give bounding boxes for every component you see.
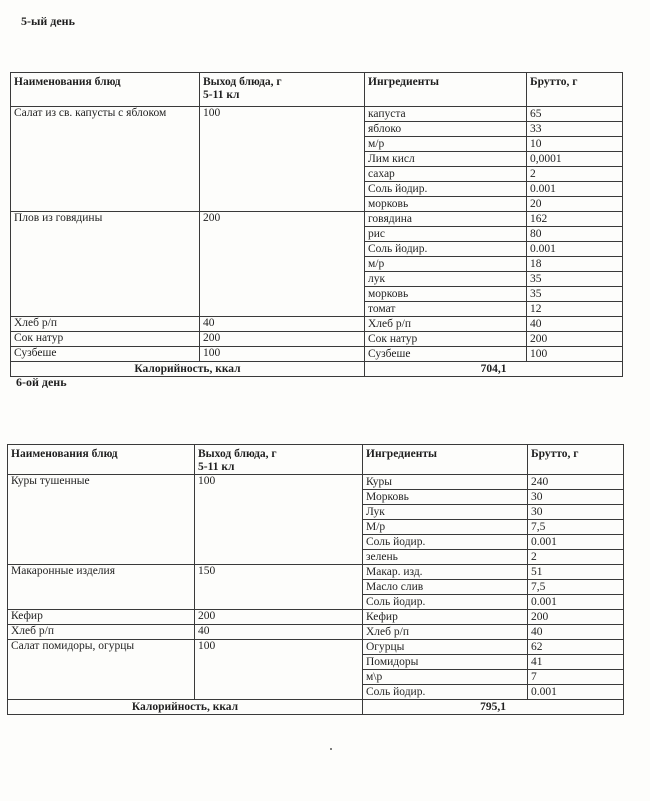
- ingredient-brutto: 40: [528, 625, 624, 640]
- dish-yield: 150: [195, 565, 363, 610]
- ingredient-brutto: 65: [527, 107, 623, 122]
- ingredient-brutto: 35: [527, 272, 623, 287]
- dish-name: Хлеб р/п: [11, 317, 200, 332]
- header-ingredients: Ингредиенты: [363, 445, 528, 475]
- dish-name: Хлеб р/п: [8, 625, 195, 640]
- ingredient-brutto: 40: [527, 317, 623, 332]
- stray-dot: [330, 748, 332, 750]
- dish-name: Салат из св. капусты с яблоком: [11, 107, 200, 212]
- ingredient-name: лук: [365, 272, 527, 287]
- dish-yield: 200: [200, 332, 365, 347]
- ingredient-brutto: 100: [527, 347, 623, 362]
- ingredient-name: м/р: [365, 137, 527, 152]
- ingredient-name: Хлеб р/п: [363, 625, 528, 640]
- ingredient-brutto: 0.001: [528, 595, 624, 610]
- ingredient-row: [11, 107, 623, 122]
- dish-name: Макаронные изделия: [8, 565, 195, 610]
- ingredient-name: Соль йодир.: [365, 182, 527, 197]
- ingredient-name: Кефир: [363, 610, 528, 625]
- ingredient-name: Масло слив: [363, 580, 528, 595]
- dish-name: Сузбеше: [11, 347, 200, 362]
- ingredient-name: морковь: [365, 197, 527, 212]
- day5-title: 5-ый день: [21, 14, 75, 28]
- dish-yield: 100: [200, 347, 365, 362]
- ingredient-brutto: 0,0001: [527, 152, 623, 167]
- header-brutto: Брутто, г: [528, 445, 624, 475]
- ingredient-name: м\р: [363, 670, 528, 685]
- ingredient-brutto: 2: [528, 550, 624, 565]
- ingredient-name: Морковь: [363, 490, 528, 505]
- header-yield: [200, 73, 365, 107]
- ingredient-brutto: 0.001: [527, 182, 623, 197]
- ingredient-brutto: 62: [528, 640, 624, 655]
- ingredient-row: [8, 565, 624, 580]
- ingredient-name: Соль йодир.: [363, 595, 528, 610]
- ingredient-brutto: 12: [527, 302, 623, 317]
- total-row: [11, 362, 623, 377]
- header-yield-line2: 5-11 кл: [198, 461, 235, 473]
- ingredient-brutto: 80: [527, 227, 623, 242]
- total-label: Калорийность, ккал: [11, 362, 365, 377]
- ingredient-brutto: 7,5: [528, 580, 624, 595]
- dish-yield: 100: [200, 107, 365, 212]
- total-value: 704,1: [365, 362, 623, 377]
- dish-yield: 40: [200, 317, 365, 332]
- day5-menu-table: [10, 72, 623, 377]
- ingredient-name: Соль йодир.: [365, 242, 527, 257]
- dish-name: Салат помидоры, огурцы: [8, 640, 195, 700]
- ingredient-name: Соль йодир.: [363, 535, 528, 550]
- dish-yield: 100: [195, 475, 363, 565]
- ingredient-name: Соль йодир.: [363, 685, 528, 700]
- ingredient-row: [8, 475, 624, 490]
- ingredient-brutto: 0.001: [527, 242, 623, 257]
- ingredient-brutto: 7: [528, 670, 624, 685]
- ingredient-name: томат: [365, 302, 527, 317]
- ingredient-name: Куры: [363, 475, 528, 490]
- day6-menu-table: [7, 444, 624, 715]
- total-label: Калорийность, ккал: [8, 700, 363, 715]
- ingredient-row: [11, 317, 623, 332]
- total-row: [8, 700, 624, 715]
- ingredient-brutto: 240: [528, 475, 624, 490]
- ingredient-brutto: 41: [528, 655, 624, 670]
- ingredient-brutto: 200: [527, 332, 623, 347]
- ingredient-row: [11, 332, 623, 347]
- dish-name: Куры тушенные: [8, 475, 195, 565]
- dish-yield: 200: [200, 212, 365, 317]
- header-ingredients: Ингредиенты: [365, 73, 527, 107]
- ingredient-name: Огурцы: [363, 640, 528, 655]
- ingredient-brutto: 0.001: [528, 535, 624, 550]
- header-yield-line2: 5-11 кл: [203, 89, 240, 101]
- header-dish: Наименования блюд: [11, 73, 200, 107]
- header-dish: Наименования блюд: [8, 445, 195, 475]
- total-value: 795,1: [363, 700, 624, 715]
- ingredient-brutto: 10: [527, 137, 623, 152]
- ingredient-name: яблоко: [365, 122, 527, 137]
- header-yield: [195, 445, 363, 475]
- ingredient-brutto: 30: [528, 490, 624, 505]
- dish-name: Кефир: [8, 610, 195, 625]
- ingredient-brutto: 2: [527, 167, 623, 182]
- ingredient-name: говядина: [365, 212, 527, 227]
- ingredient-brutto: 33: [527, 122, 623, 137]
- dish-yield: 100: [195, 640, 363, 700]
- ingredient-name: зелень: [363, 550, 528, 565]
- ingredient-name: м/р: [365, 257, 527, 272]
- ingredient-name: морковь: [365, 287, 527, 302]
- ingredient-row: [11, 347, 623, 362]
- dish-yield: 200: [195, 610, 363, 625]
- ingredient-brutto: 18: [527, 257, 623, 272]
- ingredient-brutto: 200: [528, 610, 624, 625]
- ingredient-brutto: 20: [527, 197, 623, 212]
- ingredient-name: Лим кисл: [365, 152, 527, 167]
- ingredient-brutto: 30: [528, 505, 624, 520]
- header-yield-line1: Выход блюда, г: [203, 76, 282, 88]
- ingredient-name: Сузбеше: [365, 347, 527, 362]
- ingredient-name: рис: [365, 227, 527, 242]
- ingredient-name: Макар. изд.: [363, 565, 528, 580]
- ingredient-brutto: 7,5: [528, 520, 624, 535]
- day6-title: 6-ой день: [16, 375, 67, 389]
- ingredient-name: сахар: [365, 167, 527, 182]
- ingredient-brutto: 51: [528, 565, 624, 580]
- ingredient-row: [8, 625, 624, 640]
- dish-name: Сок натур: [11, 332, 200, 347]
- ingredient-name: Лук: [363, 505, 528, 520]
- ingredient-name: Хлеб р/п: [365, 317, 527, 332]
- header-brutto: Брутто, г: [527, 73, 623, 107]
- ingredient-name: М/р: [363, 520, 528, 535]
- ingredient-name: Сок натур: [365, 332, 527, 347]
- ingredient-name: капуста: [365, 107, 527, 122]
- dish-name: Плов из говядины: [11, 212, 200, 317]
- ingredient-row: [8, 610, 624, 625]
- ingredient-brutto: 162: [527, 212, 623, 227]
- ingredient-row: [8, 640, 624, 655]
- header-yield-line1: Выход блюда, г: [198, 448, 277, 460]
- ingredient-name: Помидоры: [363, 655, 528, 670]
- dish-yield: 40: [195, 625, 363, 640]
- ingredient-brutto: 35: [527, 287, 623, 302]
- ingredient-brutto: 0.001: [528, 685, 624, 700]
- ingredient-row: [11, 212, 623, 227]
